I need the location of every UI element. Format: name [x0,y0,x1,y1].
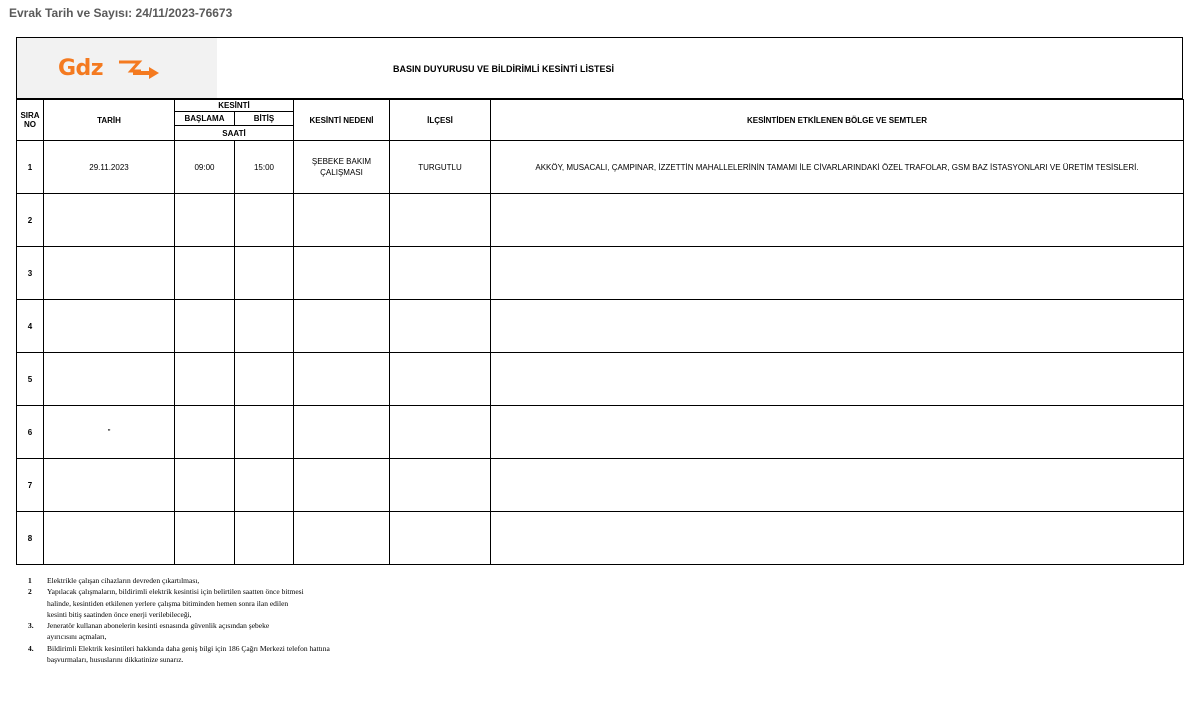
cell-tarih [44,194,175,247]
note-line: ayırıcısını açmaları, [47,632,107,642]
table-row [17,353,1184,406]
cell-tarih: " [44,406,175,459]
table-row [17,512,1184,565]
row-number: 6 [17,406,44,459]
cell-bolge [491,353,1184,406]
cell-bolge [491,300,1184,353]
cell-baslama [175,459,235,512]
header-saati: SAATİ [175,126,294,141]
cell-bolge [491,459,1184,512]
cell-neden [294,512,390,565]
header-bolge: KESİNTİDEN ETKİLENEN BÖLGE VE SEMTLER [491,100,1184,141]
document-title: BASIN DUYURUSU VE BİLDİRİMLİ KESİNTİ LİSTESİ [393,64,615,74]
cell-bitis: 15:00 [235,141,294,194]
header-bitis: BİTİŞ [235,112,294,126]
cell-tarih [44,459,175,512]
cell-bitis [235,300,294,353]
row-number: 7 [17,459,44,512]
logo-arrow-icon [117,58,173,84]
row-number: 2 [17,194,44,247]
cell-bitis [235,406,294,459]
cell-neden [294,194,390,247]
header-neden: KESİNTİ NEDENİ [294,100,390,141]
row-number: 8 [17,512,44,565]
cell-bitis [235,247,294,300]
cell-tarih [44,247,175,300]
cell-baslama [175,353,235,406]
logo-area [17,38,217,98]
cell-ilce: TURGUTLU [390,141,491,194]
cell-bitis [235,353,294,406]
cell-baslama [175,406,235,459]
cell-ilce [390,406,491,459]
note-line: halinde, kesintiden etkilenen yerlere çalışma bitiminden hemen sonra ilan edilen [47,598,289,608]
table-row [17,194,1184,247]
cell-ilce [390,247,491,300]
cell-bolge [491,247,1184,300]
cell-bitis [235,512,294,565]
cell-tarih [44,353,175,406]
notes-list [28,575,330,665]
note-line: kesinti bitiş saatinden önce enerji verilebileceği, [47,609,192,619]
header-baslama: BAŞLAMA [175,112,235,126]
note-line: 1 Elektrikle çalışan cihazların devreden çıkartılması, [28,576,200,585]
document-reference: Evrak Tarih ve Sayısı: 24/11/2023-76673 [9,6,233,20]
row-number: 1 [17,141,44,194]
header-ilce: İLÇESİ [390,100,491,141]
row-number: 4 [17,300,44,353]
table-row [17,300,1184,353]
cell-bitis [235,194,294,247]
cell-ilce [390,353,491,406]
cell-neden: ŞEBEKE BAKIM ÇALIŞMASI [294,141,390,194]
outage-table [16,99,1184,565]
cell-ilce [390,194,491,247]
header-tarih: TARİH [44,100,175,141]
cell-neden [294,247,390,300]
cell-baslama [175,512,235,565]
cell-neden [294,300,390,353]
row-number: 5 [17,353,44,406]
header-sira-no: SIRA NO [17,100,44,141]
cell-bolge [491,406,1184,459]
note-line: 3. Jeneratör kullanan abonelerin kesinti esnasında güvenlik açısından şebeke [28,621,270,631]
cell-baslama: 09:00 [175,141,235,194]
table-row [17,141,1184,194]
cell-baslama [175,300,235,353]
cell-bolge: AKKÖY, MUSACALI, ÇAMPINAR, İZZETTİN MAHALLELERİNİN TAMAMI İLE CİVARLARINDAKİ ÖZEL TRAFOLAR, GSM BAZ İSTASYONLARI VE ÜRETİM TESİSLERİ. [491,141,1184,194]
cell-tarih: 29.11.2023 [44,141,175,194]
cell-neden [294,406,390,459]
cell-neden [294,353,390,406]
gdz-logo: Gdz [58,56,104,81]
table-row [17,247,1184,300]
cell-tarih [44,300,175,353]
cell-baslama [175,194,235,247]
cell-ilce [390,300,491,353]
cell-ilce [390,512,491,565]
cell-bolge [491,194,1184,247]
note-line: 4. Bildirimli Elektrik kesintileri hakkında daha geniş bilgi için 186 Çağrı Merkezi telefon hattına [28,643,330,653]
table-row [17,406,1184,459]
row-number: 3 [17,247,44,300]
cell-bolge [491,512,1184,565]
note-line: 2 Yapılacak çalışmaların, bildirimli elektrik kesintisi için belirtilen saatten önce bitmesi [28,587,304,597]
header-kesinti: KESİNTİ [175,100,294,112]
cell-bitis [235,459,294,512]
cell-tarih [44,512,175,565]
cell-baslama [175,247,235,300]
cell-ilce [390,459,491,512]
note-line: başvurmaları, hususlarını dikkatinize sunarız. [47,655,184,665]
cell-neden [294,459,390,512]
title-box [16,37,1183,99]
table-row [17,459,1184,512]
